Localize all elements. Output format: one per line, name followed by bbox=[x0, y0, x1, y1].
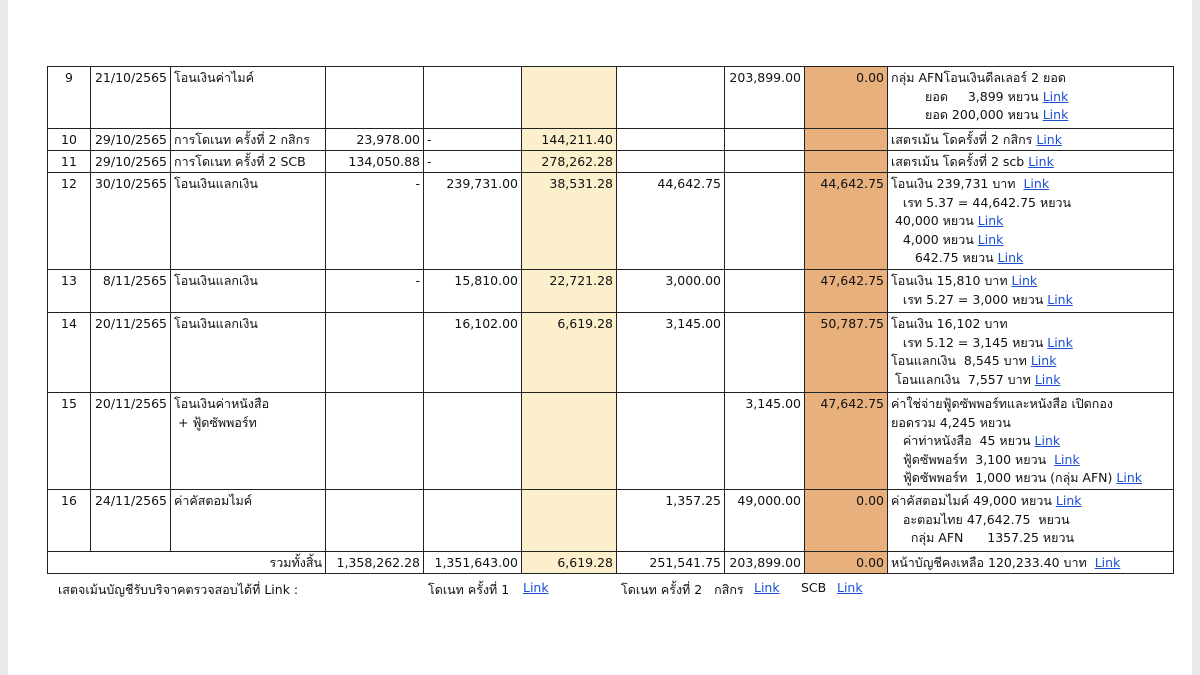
col-3-balance bbox=[522, 490, 617, 552]
note-text: เสตรเม้น โดครั้งที่ 2 กสิกร bbox=[891, 132, 1037, 147]
row-description bbox=[171, 67, 326, 129]
col-4-value bbox=[617, 393, 725, 490]
note-link[interactable]: Link bbox=[1042, 88, 1069, 104]
row-description bbox=[171, 393, 326, 490]
col-2-value: - bbox=[424, 129, 522, 151]
col-4-value: 3,000.00 bbox=[617, 270, 725, 313]
col-5-value bbox=[725, 173, 805, 270]
note-link[interactable]: Link bbox=[1055, 493, 1082, 508]
note-text: ค่าท่าหนังสือ 45 หยวน bbox=[891, 433, 1035, 448]
col-2-value bbox=[424, 490, 522, 552]
donate-2-scb-label: SCB bbox=[801, 580, 827, 595]
row-date: 21/10/2565 bbox=[91, 67, 171, 129]
statement-footer bbox=[58, 578, 1158, 600]
note-line bbox=[891, 153, 1170, 172]
col-3-balance: 22,721.28 bbox=[522, 270, 617, 313]
total-c5: 203,899.00 bbox=[725, 552, 805, 574]
note-text: ค่าใช่จ่ายฟู้ดซัพพอร์ทและหนังสือ เปิดกอง bbox=[891, 396, 1113, 411]
note-line bbox=[891, 249, 1170, 268]
note-line bbox=[891, 315, 1170, 334]
row-number: 13 bbox=[48, 270, 91, 313]
note-text: 40,000 หยวน bbox=[891, 213, 978, 228]
note-text: โอนแลกเงิน 8,545 บาท bbox=[891, 353, 1031, 368]
note-text: ฟู้ดซัพพอร์ท 1,000 หยวน (กลุ่ม AFN) bbox=[891, 470, 1117, 485]
table-row bbox=[48, 129, 1174, 151]
row-date: 24/11/2565 bbox=[91, 490, 171, 552]
donate-2-kasikorn-link[interactable]: Link bbox=[754, 580, 780, 595]
document-page bbox=[8, 0, 1192, 675]
donate-1-link[interactable]: Link bbox=[523, 580, 549, 595]
note-line bbox=[891, 212, 1170, 231]
note-line bbox=[891, 88, 1170, 107]
note-link[interactable]: Link bbox=[1034, 371, 1061, 387]
col-1-value: 134,050.88 bbox=[326, 151, 424, 173]
total-note: หน้าบัญชีคงเหลือ 120,233.40 บาท bbox=[891, 555, 1095, 570]
total-c2: 1,351,643.00 bbox=[424, 552, 522, 574]
row-number: 14 bbox=[48, 313, 91, 393]
total-note-cell bbox=[888, 552, 1174, 574]
donate-2-kasikorn-label: โดเนท ครั้งที่ 2 กสิกร bbox=[621, 582, 744, 597]
note-link[interactable]: Link bbox=[1028, 154, 1054, 169]
col-6-balance: 50,787.75 bbox=[805, 313, 888, 393]
note-line bbox=[891, 131, 1170, 150]
col-3-balance bbox=[522, 67, 617, 129]
note-link[interactable]: Link bbox=[1030, 353, 1057, 368]
footer-caption: เสตจเม้นบัญชีรับบริจาคตรวจสอบได้ที่ Link : bbox=[58, 582, 299, 597]
row-date: 20/11/2565 bbox=[91, 313, 171, 393]
note-link[interactable]: Link bbox=[1116, 470, 1142, 485]
row-notes bbox=[888, 151, 1174, 173]
donate-1-label: โดเนท ครั้งที่ 1 bbox=[428, 582, 510, 597]
col-2-value bbox=[424, 67, 522, 129]
col-5-value bbox=[725, 151, 805, 173]
col-1-value: - bbox=[326, 173, 424, 270]
total-c1: 1,358,262.28 bbox=[326, 552, 424, 574]
col-2-value: 239,731.00 bbox=[424, 173, 522, 270]
col-6-balance: 44,642.75 bbox=[805, 173, 888, 270]
row-notes bbox=[888, 129, 1174, 151]
note-link[interactable]: Link bbox=[1036, 132, 1062, 147]
col-3-balance: 6,619.28 bbox=[522, 313, 617, 393]
note-text: โอนแลกเงิน 7,557 บาท bbox=[891, 371, 1035, 387]
note-text: ค่าคัสตอมไมค์ 49,000 หยวน bbox=[891, 493, 1056, 508]
col-4-value: 3,145.00 bbox=[617, 313, 725, 393]
note-line bbox=[891, 69, 1170, 88]
row-number: 10 bbox=[48, 129, 91, 151]
note-line bbox=[891, 529, 1170, 548]
col-2-value: 15,810.00 bbox=[424, 270, 522, 313]
total-link[interactable]: Link bbox=[1094, 555, 1121, 570]
row-notes bbox=[888, 270, 1174, 313]
note-text: 642.75 หยวน bbox=[891, 250, 998, 265]
note-link[interactable]: Link bbox=[997, 250, 1024, 265]
note-text: กลุ่ม AFNโอนเงินดีลเลอร์ 2 ยอด bbox=[891, 70, 1066, 85]
row-date: 20/11/2565 bbox=[91, 393, 171, 490]
col-1-value: - bbox=[326, 270, 424, 313]
row-date: 29/10/2565 bbox=[91, 129, 171, 151]
col-1-value: 23,978.00 bbox=[326, 129, 424, 151]
col-3-balance: 278,262.28 bbox=[522, 151, 617, 173]
note-line bbox=[891, 414, 1170, 433]
col-5-value bbox=[725, 270, 805, 313]
note-text: เสตรเม้น โดครั้งที่ 2 scb bbox=[891, 154, 1029, 169]
note-text: ยอด 200,000 หยวน bbox=[925, 107, 1043, 122]
note-line bbox=[891, 352, 1170, 371]
col-4-value bbox=[617, 151, 725, 173]
row-description bbox=[171, 270, 326, 313]
col-6-balance bbox=[805, 129, 888, 151]
row-number: 16 bbox=[48, 490, 91, 552]
col-4-value bbox=[617, 129, 725, 151]
col-6-balance bbox=[805, 151, 888, 173]
description-line: โอนเงินค่าไมค์ bbox=[174, 70, 254, 85]
note-link[interactable]: Link bbox=[1034, 433, 1061, 448]
table-row bbox=[48, 67, 1174, 129]
col-3-balance bbox=[522, 393, 617, 490]
note-link[interactable]: Link bbox=[1023, 176, 1050, 191]
description-line: การโดเนท ครั้งที่ 2 SCB bbox=[174, 154, 306, 169]
note-text: ฟู้ดซัพพอร์ท 3,100 หยวน bbox=[891, 451, 1055, 467]
description-line: โอนเงินค่าหนังสือ bbox=[174, 396, 270, 411]
note-text: เรท 5.37 = 44,642.75 หยวน bbox=[891, 194, 1072, 210]
row-description bbox=[171, 313, 326, 393]
col-6-balance: 47,642.75 bbox=[805, 393, 888, 490]
note-link[interactable]: Link bbox=[1047, 334, 1073, 350]
col-2-value: - bbox=[424, 151, 522, 173]
col-1-value bbox=[326, 393, 424, 490]
note-text: ยอดรวม 4,245 หยวน bbox=[891, 414, 1011, 430]
table-row bbox=[48, 490, 1174, 552]
note-text: ยอด 3,899 หยวน bbox=[925, 88, 1043, 104]
row-description bbox=[171, 129, 326, 151]
row-number: 11 bbox=[48, 151, 91, 173]
note-link[interactable]: Link bbox=[977, 231, 1004, 247]
note-text: เรท 5.27 = 3,000 หยวน bbox=[891, 291, 1048, 307]
note-link[interactable]: Link bbox=[1011, 273, 1038, 288]
table-row bbox=[48, 313, 1174, 393]
note-line bbox=[891, 371, 1170, 390]
total-row-group bbox=[48, 552, 1174, 574]
note-text: เรท 5.12 = 3,145 หยวน bbox=[891, 334, 1048, 350]
row-notes bbox=[888, 490, 1174, 552]
note-line bbox=[891, 511, 1170, 530]
row-date: 29/10/2565 bbox=[91, 151, 171, 173]
col-6-balance: 0.00 bbox=[805, 67, 888, 129]
note-line bbox=[891, 395, 1170, 414]
table-row bbox=[48, 393, 1174, 490]
note-link[interactable]: Link bbox=[1042, 107, 1069, 122]
row-number: 15 bbox=[48, 393, 91, 490]
col-3-balance: 144,211.40 bbox=[522, 129, 617, 151]
ledger-rows bbox=[48, 67, 1174, 552]
description-line: + ฟู้ดซัพพอร์ท bbox=[178, 414, 257, 430]
note-link[interactable]: Link bbox=[1054, 451, 1080, 467]
col-5-value bbox=[725, 129, 805, 151]
description-line: ค่าคัสตอมไมค์ bbox=[174, 493, 253, 508]
table-row bbox=[48, 173, 1174, 270]
row-notes bbox=[888, 313, 1174, 393]
col-6-balance: 47,642.75 bbox=[805, 270, 888, 313]
note-line bbox=[891, 451, 1170, 470]
row-notes bbox=[888, 393, 1174, 490]
col-5-value: 203,899.00 bbox=[725, 67, 805, 129]
table-row bbox=[48, 270, 1174, 313]
note-text: โอนเงิน 239,731 บาท bbox=[891, 176, 1024, 191]
col-4-value: 1,357.25 bbox=[617, 490, 725, 552]
description-line: การโดเนท ครั้งที่ 2 กสิกร bbox=[174, 132, 310, 147]
total-c4: 251,541.75 bbox=[617, 552, 725, 574]
note-text: โอนเงิน 16,102 บาท bbox=[891, 316, 1008, 331]
table-row bbox=[48, 151, 1174, 173]
col-4-value bbox=[617, 67, 725, 129]
note-link[interactable]: Link bbox=[977, 213, 1004, 228]
description-line: โอนเงินแลกเงิน bbox=[174, 316, 258, 331]
note-line bbox=[891, 231, 1170, 250]
note-text: โอนเงิน 15,810 บาท bbox=[891, 273, 1012, 288]
row-number: 12 bbox=[48, 173, 91, 270]
row-date: 8/11/2565 bbox=[91, 270, 171, 313]
note-line bbox=[891, 194, 1170, 213]
col-2-value: 16,102.00 bbox=[424, 313, 522, 393]
col-1-value bbox=[326, 490, 424, 552]
row-notes bbox=[888, 67, 1174, 129]
note-text: อะตอมไทย 47,642.75 หยวน bbox=[891, 511, 1070, 527]
row-description bbox=[171, 490, 326, 552]
note-line bbox=[891, 175, 1170, 194]
col-5-value: 3,145.00 bbox=[725, 393, 805, 490]
note-line bbox=[891, 334, 1170, 353]
col-1-value bbox=[326, 313, 424, 393]
note-text: กลุ่ม AFN 1357.25 หยวน bbox=[891, 530, 1075, 545]
total-row bbox=[48, 552, 1174, 574]
note-line bbox=[891, 432, 1170, 451]
col-5-value: 49,000.00 bbox=[725, 490, 805, 552]
note-line bbox=[891, 492, 1170, 511]
total-c6: 0.00 bbox=[805, 552, 888, 574]
note-line bbox=[891, 291, 1170, 310]
col-3-balance: 38,531.28 bbox=[522, 173, 617, 270]
description-line: โอนเงินแลกเงิน bbox=[174, 176, 258, 191]
note-text: 4,000 หยวน bbox=[891, 231, 978, 247]
col-6-balance: 0.00 bbox=[805, 490, 888, 552]
donate-2-scb-link[interactable]: Link bbox=[837, 580, 863, 595]
col-2-value bbox=[424, 393, 522, 490]
row-notes bbox=[888, 173, 1174, 270]
total-label: รวมทั้งสิ้น bbox=[48, 552, 326, 574]
col-5-value bbox=[725, 313, 805, 393]
note-line bbox=[891, 106, 1170, 125]
total-c3: 6,619.28 bbox=[522, 552, 617, 574]
row-number: 9 bbox=[48, 67, 91, 129]
note-line bbox=[891, 469, 1170, 488]
ledger-table bbox=[47, 66, 1174, 574]
row-date: 30/10/2565 bbox=[91, 173, 171, 270]
col-1-value bbox=[326, 67, 424, 129]
note-line bbox=[891, 272, 1170, 291]
row-description bbox=[171, 173, 326, 270]
row-description bbox=[171, 151, 326, 173]
note-link[interactable]: Link bbox=[1047, 291, 1073, 307]
description-line: โอนเงินแลกเงิน bbox=[174, 273, 258, 288]
col-4-value: 44,642.75 bbox=[617, 173, 725, 270]
